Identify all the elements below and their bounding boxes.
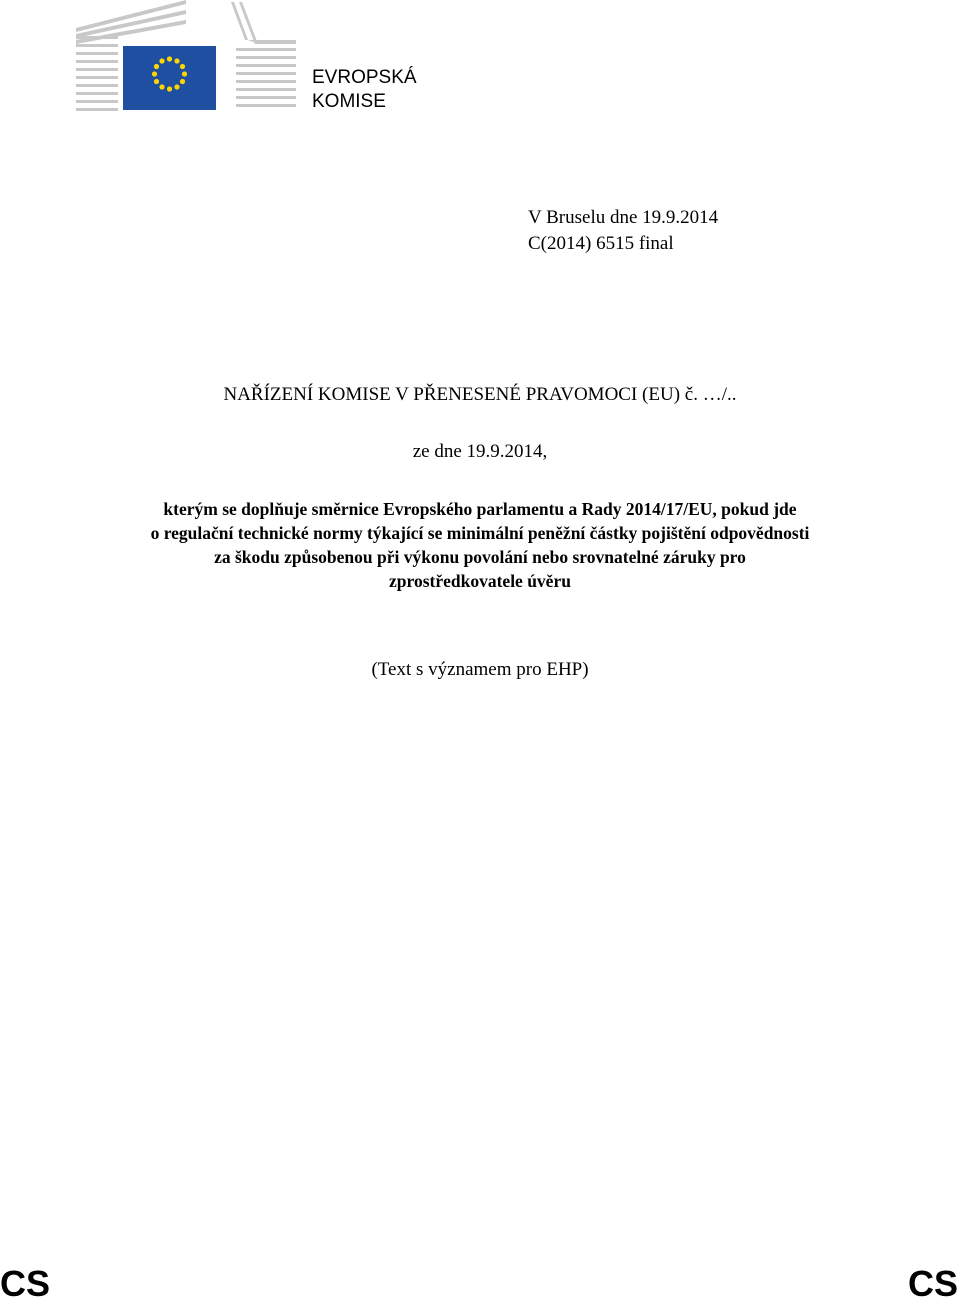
organization-name-line2: KOMISE bbox=[312, 91, 386, 112]
language-code-left: CS bbox=[0, 1263, 51, 1304]
eu-flag bbox=[123, 46, 216, 110]
european-commission-logo-icon bbox=[76, 0, 301, 112]
logo-graphic bbox=[76, 0, 301, 112]
document-subject bbox=[60, 497, 900, 593]
subject-line: o regulační technické normy týkající se minimální peněžní částky pojištění odpovědnosti bbox=[150, 523, 810, 543]
organization-name-line1: EVROPSKÁ bbox=[312, 67, 417, 88]
document-date: ze dne 19.9.2014, bbox=[412, 441, 548, 462]
place-date: V Bruselu dne 19.9.2014 bbox=[528, 207, 719, 228]
subject-line: za škodu způsobenou při výkonu povolání nebo srovnatelné záruky pro bbox=[214, 547, 746, 567]
building-stripes-right bbox=[231, 2, 296, 107]
document-title: NAŘÍZENÍ KOMISE V PŘENESENÉ PRAVOMOCI (EU) č. …/.. bbox=[223, 384, 737, 405]
organization-name bbox=[312, 66, 417, 114]
subject-line: zprostředkovatele úvěru bbox=[389, 571, 571, 591]
document-reference: C(2014) 6515 final bbox=[528, 233, 674, 254]
subject-line: kterým se doplňuje směrnice Evropského parlamentu a Rady 2014/17/EU, pokud jde bbox=[163, 499, 797, 519]
eea-relevance: (Text s významem pro EHP) bbox=[371, 659, 589, 680]
document-meta bbox=[528, 205, 718, 257]
language-code-right: CS bbox=[907, 1263, 958, 1304]
